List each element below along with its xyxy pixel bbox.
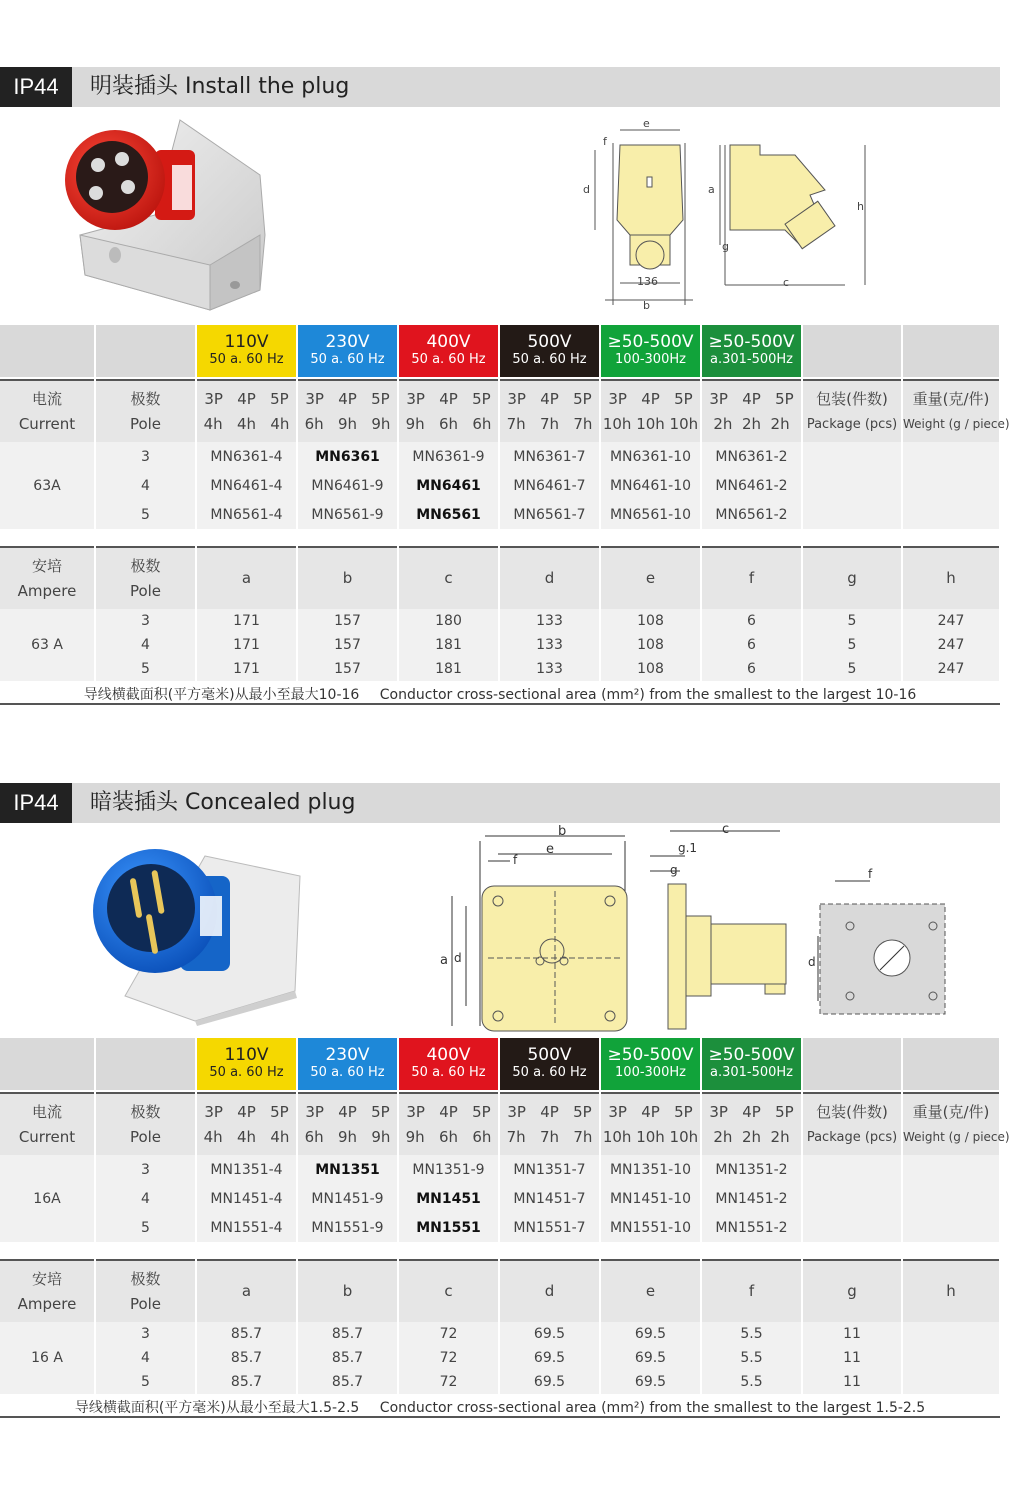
voltage-header (0, 325, 1001, 377)
dim-col-c: c (398, 547, 499, 609)
dim-col-e: e (600, 1260, 701, 1322)
model-cell: MN6561-10 (600, 500, 701, 529)
dim-cell: 181 (398, 657, 499, 681)
model-table (0, 1092, 1010, 1242)
dim-cell: 11 (802, 1346, 902, 1370)
concealed-plug-drawing (440, 822, 970, 1036)
group-header: 3P 4P 5P 6h 9h 9h (297, 380, 398, 442)
dim-cell: 180 (398, 609, 499, 633)
dim-cell: 171 (196, 657, 297, 681)
group-header: 3P 4P 5P 6h 9h 9h (297, 1093, 398, 1155)
note-en: Conductor cross-sectional area (mm²) from the smallest to the largest 1.5-2.5 (379, 1400, 926, 1416)
dim-cell: 69.5 (499, 1322, 600, 1346)
dimension-table-head (0, 1260, 1000, 1322)
voltage-header (0, 1038, 1001, 1090)
dim-col-a: a (196, 547, 297, 609)
model-cell: MN6561-2 (701, 500, 802, 529)
dim-cell: 181 (398, 633, 499, 657)
pole-value: 5 (95, 1213, 196, 1242)
dim-cell: 85.7 (297, 1322, 398, 1346)
note-en: Conductor cross-sectional area (mm²) from the smallest to the largest 10-16 (379, 687, 917, 703)
group-header: 3P 4P 5P 4h 4h 4h (196, 1093, 297, 1155)
voltage-110v: 110V 50 a. 60 Hz (196, 325, 297, 377)
model-cell: MN6461-9 (297, 471, 398, 500)
dim-cell: 6 (701, 633, 802, 657)
table-row (0, 471, 1000, 500)
dim-cell: 69.5 (499, 1346, 600, 1370)
dim-cell: 171 (196, 633, 297, 657)
blue-plug-photo (85, 836, 305, 1026)
model-cell: MN1451 (398, 1184, 499, 1213)
dim-col-d: d (499, 547, 600, 609)
package-header: 包装(件数) Package (pcs) (802, 380, 902, 442)
section-concealed-plug (0, 716, 1010, 1426)
dim-label-e: e (546, 842, 554, 857)
section-title: 明装插头 Install the plug (90, 74, 350, 99)
dim-cell: 247 (902, 609, 1000, 633)
dim-col-a: a (196, 1260, 297, 1322)
package-header: 包装(件数) Package (pcs) (802, 1093, 902, 1155)
dim-cell: 6 (701, 657, 802, 681)
dim-cell: 5 (802, 609, 902, 633)
section-install-plug (0, 0, 1010, 710)
current-header: 电流 Current (0, 1093, 95, 1155)
model-cell: MN6461 (398, 471, 499, 500)
dim-label-b: b (558, 824, 567, 839)
current-value: 16A (0, 1155, 95, 1242)
model-cell: MN1551-2 (701, 1213, 802, 1242)
voltage-400v: 400V 50 a. 60 Hz (398, 1038, 499, 1090)
dim-cell: 133 (499, 609, 600, 633)
table-row (0, 1155, 1000, 1184)
ampere-header: 安培 Ampere (0, 547, 95, 609)
dim-label-f: f (603, 135, 607, 148)
table-row (0, 1346, 1000, 1370)
dim-col-h: h (902, 1260, 1000, 1322)
dim-cell: 72 (398, 1370, 499, 1394)
dim-cell: 133 (499, 633, 600, 657)
weight-header: 重量(克/件) Weight (g / piece) (902, 380, 1000, 442)
model-cell: MN6361-10 (600, 442, 701, 471)
pole-value: 4 (95, 1184, 196, 1213)
section-title: 暗装插头 Concealed plug (90, 790, 356, 815)
model-cell: MN6461-7 (499, 471, 600, 500)
voltage-230v: 230V 50 a. 60 Hz (297, 1038, 398, 1090)
model-cell: MN1351-2 (701, 1155, 802, 1184)
dim-label-g: g (670, 863, 678, 877)
model-cell: MN6561-7 (499, 500, 600, 529)
pole-header: 极数 Pole (95, 380, 196, 442)
dim-label-d: d (454, 951, 462, 965)
dim-cell: 6 (701, 609, 802, 633)
dim-label-a: a (708, 183, 715, 196)
voltage-500v: 500V 50 a. 60 Hz (499, 1038, 600, 1090)
table-row (0, 500, 1000, 529)
dim-cell: 85.7 (297, 1346, 398, 1370)
dim-cell: 157 (297, 657, 398, 681)
pole-header: 极数 Pole (95, 1260, 196, 1322)
model-cell: MN1351-9 (398, 1155, 499, 1184)
dim-cell: 171 (196, 609, 297, 633)
dim-label-f2: f (868, 867, 873, 881)
dim-cell: 69.5 (600, 1370, 701, 1394)
ip-badge: IP44 (0, 783, 72, 823)
model-cell: MN6461-2 (701, 471, 802, 500)
pole-header: 极数 Pole (95, 547, 196, 609)
model-cell: MN6361-7 (499, 442, 600, 471)
dim-cell: 108 (600, 633, 701, 657)
model-table (0, 379, 1010, 529)
ip-badge: IP44 (0, 67, 72, 107)
section-header (0, 783, 1000, 823)
pole-value: 5 (95, 500, 196, 529)
voltage-110v: 110V 50 a. 60 Hz (196, 1038, 297, 1090)
dim-label-d2: d (808, 955, 816, 969)
dim-col-f: f (701, 1260, 802, 1322)
voltage-230v: 230V 50 a. 60 Hz (297, 325, 398, 377)
pole-value: 4 (95, 471, 196, 500)
divider (0, 703, 1000, 705)
table-row (0, 1184, 1000, 1213)
dim-col-d: d (499, 1260, 600, 1322)
dim-cell: 85.7 (196, 1346, 297, 1370)
dim-label-h: h (857, 200, 864, 213)
dim-label-a: a (440, 953, 448, 968)
dim-cell: 69.5 (600, 1346, 701, 1370)
dim-cell: 85.7 (196, 1370, 297, 1394)
dim-col-f: f (701, 547, 802, 609)
dim-cell: 5.5 (701, 1346, 802, 1370)
pole-value: 3 (95, 1155, 196, 1184)
dimension-table (0, 546, 1001, 681)
pole-value: 3 (95, 609, 196, 633)
model-cell: MN6561-4 (196, 500, 297, 529)
section-header (0, 67, 1000, 107)
ampere-header: 安培 Ampere (0, 1260, 95, 1322)
model-cell: MN1351 (297, 1155, 398, 1184)
table-row (0, 1322, 1000, 1346)
dim-cell: 108 (600, 657, 701, 681)
dim-label-f: f (513, 853, 518, 867)
dim-cell: 72 (398, 1346, 499, 1370)
dimension-table (0, 1259, 1001, 1394)
voltage-50-500v-high: ≥50-500V a.301-500Hz (701, 1038, 802, 1090)
note-cn: 导线横截面积(平方毫米)从最小至最大10-16 (83, 687, 360, 703)
voltage-400v: 400V 50 a. 60 Hz (398, 325, 499, 377)
divider (0, 1416, 1000, 1418)
dim-label-136: 136 (637, 275, 658, 288)
dim-cell: 157 (297, 609, 398, 633)
model-cell: MN6361-9 (398, 442, 499, 471)
voltage-50-500v-low: ≥50-500V 100-300Hz (600, 1038, 701, 1090)
group-header: 3P 4P 5P 4h 4h 4h (196, 380, 297, 442)
model-cell: MN1351-4 (196, 1155, 297, 1184)
dim-cell: 69.5 (600, 1322, 701, 1346)
pole-value: 5 (95, 657, 196, 681)
model-cell: MN1551-9 (297, 1213, 398, 1242)
dim-cell: 85.7 (196, 1322, 297, 1346)
pole-header: 极数 Pole (95, 1093, 196, 1155)
dim-cell: 108 (600, 609, 701, 633)
group-header: 3P 4P 5P 7h 7h 7h (499, 380, 600, 442)
pole-value: 4 (95, 1346, 196, 1370)
model-cell: MN6461-4 (196, 471, 297, 500)
dim-label-c: c (722, 822, 730, 837)
dim-cell: 5.5 (701, 1370, 802, 1394)
dim-cell: 247 (902, 633, 1000, 657)
dim-cell: 133 (499, 657, 600, 681)
dim-label-g: g (722, 240, 729, 253)
table-row (0, 1370, 1000, 1394)
dim-col-e: e (600, 547, 701, 609)
model-cell: MN1351-7 (499, 1155, 600, 1184)
dim-col-g: g (802, 547, 902, 609)
group-header: 3P 4P 5P 9h 6h 6h (398, 1093, 499, 1155)
pole-value: 3 (95, 1322, 196, 1346)
model-cell: MN1451-9 (297, 1184, 398, 1213)
dim-label-d: d (583, 183, 590, 196)
dim-cell: 69.5 (499, 1370, 600, 1394)
dim-cell: 5 (802, 657, 902, 681)
current-header: 电流 Current (0, 380, 95, 442)
pole-value: 3 (95, 442, 196, 471)
model-cell: MN1451-10 (600, 1184, 701, 1213)
dim-cell: 11 (802, 1322, 902, 1346)
table-row (0, 657, 1000, 681)
dimension-table-head (0, 547, 1000, 609)
install-plug-drawing (575, 115, 905, 315)
model-cell: MN1451-7 (499, 1184, 600, 1213)
dim-label-c: c (783, 276, 790, 289)
group-header: 3P 4P 5P 2h 2h 2h (701, 1093, 802, 1155)
voltage-500v: 500V 50 a. 60 Hz (499, 325, 600, 377)
model-cell: MN6361-4 (196, 442, 297, 471)
table-row (0, 633, 1000, 657)
model-cell: MN1451-4 (196, 1184, 297, 1213)
dim-cell: 5 (802, 633, 902, 657)
dim-cell (902, 1346, 1000, 1370)
weight-header: 重量(克/件) Weight (g / piece) (902, 1093, 1000, 1155)
current-value: 63A (0, 442, 95, 529)
table-row (0, 442, 1000, 471)
voltage-50-500v-low: ≥50-500V 100-300Hz (600, 325, 701, 377)
red-plug-photo (60, 115, 280, 315)
model-cell: MN1551-4 (196, 1213, 297, 1242)
pole-value: 5 (95, 1370, 196, 1394)
model-cell: MN1351-10 (600, 1155, 701, 1184)
group-header: 3P 4P 5P 10h 10h 10h (600, 1093, 701, 1155)
dim-cell: 247 (902, 657, 1000, 681)
note-cn: 导线横截面积(平方毫米)从最小至最大1.5-2.5 (74, 1400, 360, 1416)
model-cell: MN6461-10 (600, 471, 701, 500)
conductor-note (0, 684, 1000, 704)
conductor-note (0, 1397, 1000, 1417)
model-cell: MN6361-2 (701, 442, 802, 471)
dim-col-g: g (802, 1260, 902, 1322)
group-header: 3P 4P 5P 7h 7h 7h (499, 1093, 600, 1155)
table-row (0, 1213, 1000, 1242)
dim-cell (902, 1322, 1000, 1346)
dim-cell: 11 (802, 1370, 902, 1394)
model-cell: MN1551-7 (499, 1213, 600, 1242)
model-cell: MN6361 (297, 442, 398, 471)
model-cell: MN1551-10 (600, 1213, 701, 1242)
dim-col-b: b (297, 1260, 398, 1322)
model-table-head (0, 1093, 1000, 1155)
dim-label-e: e (643, 117, 650, 130)
dim-col-c: c (398, 1260, 499, 1322)
group-header: 3P 4P 5P 9h 6h 6h (398, 380, 499, 442)
dim-col-b: b (297, 547, 398, 609)
ampere-value: 63 A (0, 609, 95, 681)
dim-label-g1: g.1 (678, 841, 698, 855)
model-cell: MN1551 (398, 1213, 499, 1242)
dim-label-b: b (643, 299, 650, 312)
dim-cell: 157 (297, 633, 398, 657)
model-cell: MN6561 (398, 500, 499, 529)
model-table-head (0, 380, 1000, 442)
dim-cell: 72 (398, 1322, 499, 1346)
model-cell: MN1451-2 (701, 1184, 802, 1213)
table-row (0, 609, 1000, 633)
model-cell: MN6561-9 (297, 500, 398, 529)
group-header: 3P 4P 5P 2h 2h 2h (701, 380, 802, 442)
voltage-50-500v-high: ≥50-500V a.301-500Hz (701, 325, 802, 377)
dim-cell: 5.5 (701, 1322, 802, 1346)
dim-cell: 85.7 (297, 1370, 398, 1394)
ampere-value: 16 A (0, 1322, 95, 1394)
dim-col-h: h (902, 547, 1000, 609)
dim-cell (902, 1370, 1000, 1394)
pole-value: 4 (95, 633, 196, 657)
group-header: 3P 4P 5P 10h 10h 10h (600, 380, 701, 442)
